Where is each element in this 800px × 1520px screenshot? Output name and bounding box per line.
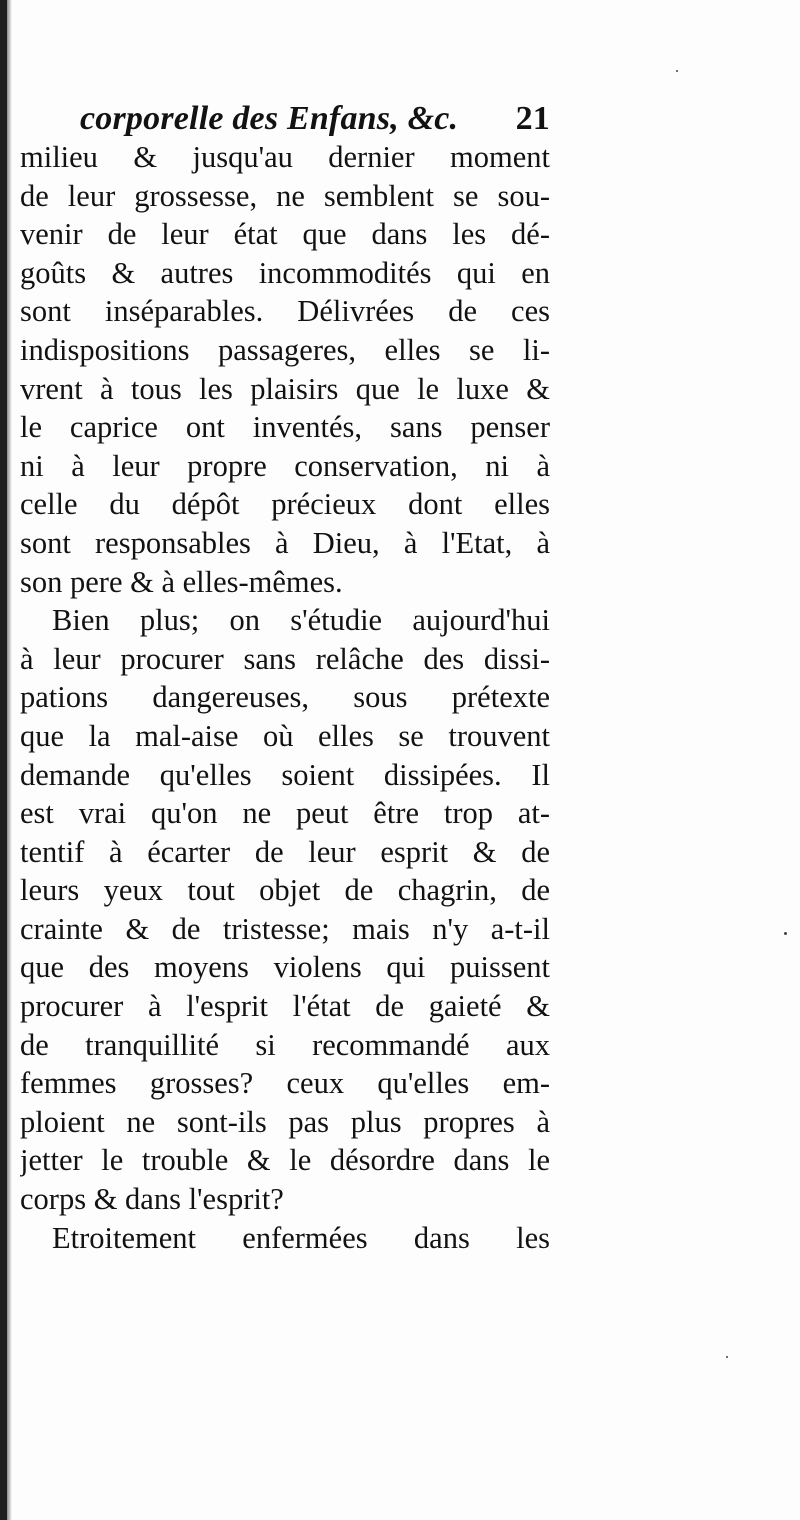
text-line: le caprice ont inventés, sans penser <box>20 410 550 445</box>
paragraph-start-line: Bien plus; on s'étudie aujourd'hui <box>52 603 550 638</box>
text-line: à leur procurer sans relâche des dissi- <box>20 641 550 676</box>
paragraph-start-line: Etroitement enfermées dans les <box>52 1220 550 1255</box>
text-line: de leur grossesse, ne semblent se sou- <box>20 178 550 213</box>
text-line: est vrai qu'on ne peut être trop at- <box>20 796 550 831</box>
text-line: ni à leur propre conservation, ni à <box>20 448 550 483</box>
text-line: crainte & de tristesse; mais n'y a-t-il <box>20 911 550 946</box>
binding-edge <box>0 0 7 1520</box>
text-line: indispositions passageres, elles se li- <box>20 332 550 367</box>
text-line: milieu & jusqu'au dernier moment <box>20 140 550 174</box>
body-text <box>20 138 550 1257</box>
text-line: sont inséparables. Délivrées de ces <box>20 294 550 329</box>
text-line: que des moyens violens qui puissent <box>20 950 550 985</box>
text-line: jetter le trouble & le désordre dans le <box>20 1143 550 1178</box>
text-line: femmes grosses? ceux qu'elles em- <box>20 1066 550 1101</box>
paper-speck <box>726 1356 728 1358</box>
paragraph-end-line: corps & dans l'esprit? <box>20 1182 284 1217</box>
text-line: venir de leur état que dans les dé- <box>20 217 550 252</box>
text-line: sont responsables à Dieu, à l'Etat, à <box>20 525 550 560</box>
text-line: ploient ne sont-ils pas plus propres à <box>20 1104 550 1139</box>
paper-speck <box>676 70 678 72</box>
running-head-title: corporelle des Enfans, &c. <box>80 100 459 137</box>
text-line: leurs yeux tout objet de chagrin, de <box>20 873 550 908</box>
text-line: que la mal-aise où elles se trouvent <box>20 718 550 753</box>
paragraph-end-line: son pere & à elles-mêmes. <box>20 564 343 599</box>
text-line: tentif à écarter de leur esprit & de <box>20 834 550 869</box>
text-line: de tranquillité si recommandé aux <box>20 1027 550 1062</box>
page-number: 21 <box>515 100 550 137</box>
binding-shadow <box>7 0 12 1520</box>
text-line: procurer à l'esprit l'état de gaieté & <box>20 989 550 1024</box>
running-head <box>80 97 550 141</box>
text-line: pations dangereuses, sous prétexte <box>20 680 550 715</box>
text-line: demande qu'elles soient dissipées. Il <box>20 757 550 792</box>
paper-speck <box>784 932 787 935</box>
text-line: celle du dépôt précieux dont elles <box>20 487 550 522</box>
text-line: vrent à tous les plaisirs que le luxe & <box>20 371 550 406</box>
text-line: goûts & autres incommodités qui en <box>20 255 550 290</box>
